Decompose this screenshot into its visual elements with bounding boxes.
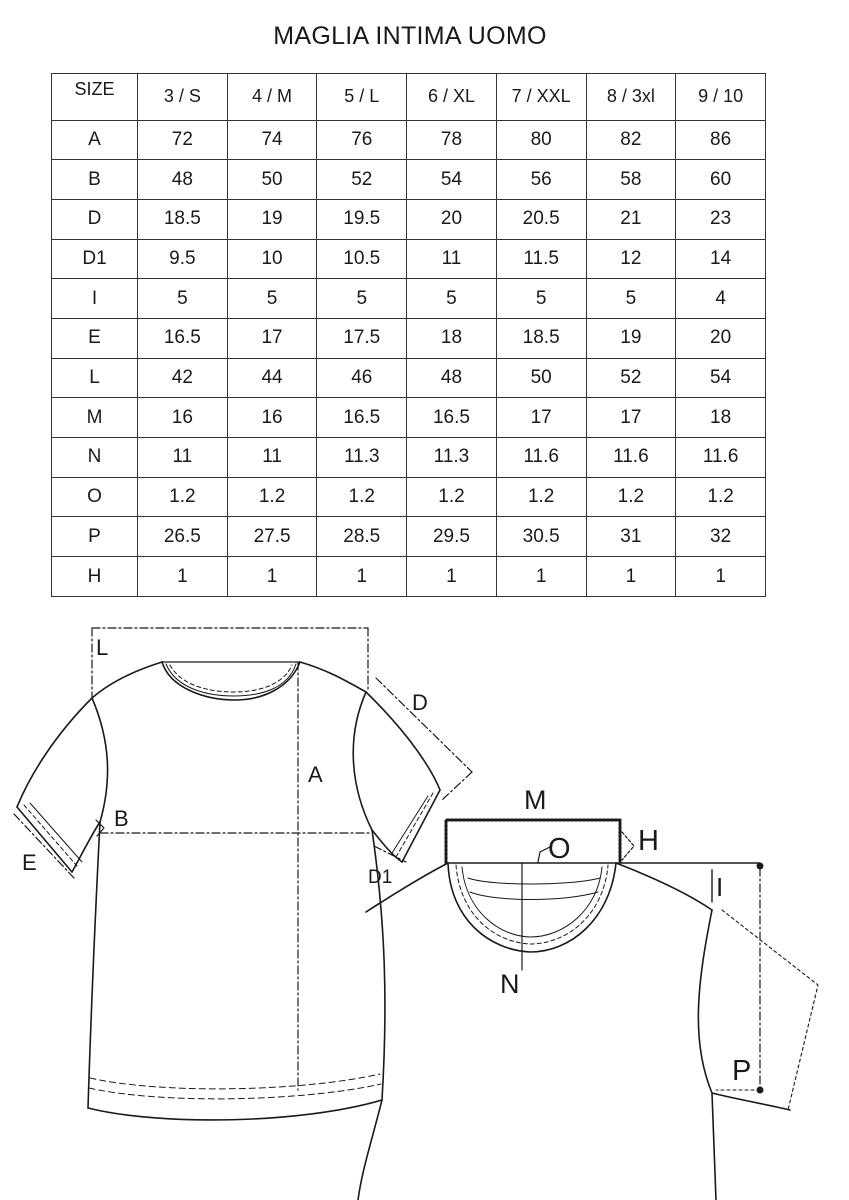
header-size-column: 7 / XXL	[496, 74, 586, 121]
table-cell: 54	[676, 358, 766, 398]
table-cell: 76	[317, 120, 407, 160]
header-size-column: 6 / XL	[407, 74, 497, 121]
row-measure-label: O	[52, 477, 138, 517]
table-cell: 1.2	[407, 477, 497, 517]
table-cell: 11	[138, 438, 228, 478]
header-size-column: 4 / M	[227, 74, 317, 121]
table-header-row	[52, 74, 766, 121]
table-cell: 60	[676, 160, 766, 200]
table-cell: 1.2	[586, 477, 676, 517]
table-cell: 28.5	[317, 517, 407, 557]
table-cell: 19	[227, 199, 317, 239]
table-cell: 20.5	[496, 199, 586, 239]
row-measure-label: P	[52, 517, 138, 557]
page-title: MAGLIA INTIMA UOMO	[273, 22, 547, 50]
table-cell: 11.6	[496, 438, 586, 478]
label-M: M	[524, 785, 547, 815]
table-cell: 80	[496, 120, 586, 160]
table-cell: 16	[138, 398, 228, 438]
table-cell: 1	[227, 557, 317, 597]
header-size-column: 3 / S	[138, 74, 228, 121]
table-row	[52, 239, 766, 279]
table-cell: 17	[586, 398, 676, 438]
label-H: H	[638, 825, 659, 857]
table-cell: 27.5	[227, 517, 317, 557]
table-cell: 30.5	[496, 517, 586, 557]
table-cell: 1.2	[138, 477, 228, 517]
table-cell: 20	[407, 199, 497, 239]
table-cell: 1	[317, 557, 407, 597]
table-cell: 5	[317, 279, 407, 319]
label-L: L	[96, 635, 109, 660]
table-cell: 12	[586, 239, 676, 279]
table-cell: 11.3	[317, 438, 407, 478]
table-cell: 5	[227, 279, 317, 319]
table-cell: 5	[496, 279, 586, 319]
header-size-label: SIZE	[52, 74, 138, 121]
table-cell: 11.6	[586, 438, 676, 478]
table-cell: 20	[676, 319, 766, 359]
label-D: D	[412, 690, 428, 715]
row-measure-label: E	[52, 319, 138, 359]
table-row	[52, 120, 766, 160]
table-cell: 42	[138, 358, 228, 398]
table-cell: 32	[676, 517, 766, 557]
table-cell: 19.5	[317, 199, 407, 239]
table-cell: 46	[317, 358, 407, 398]
table-cell: 10.5	[317, 239, 407, 279]
table-cell: 1	[138, 557, 228, 597]
size-chart-table	[51, 73, 766, 597]
table-cell: 54	[407, 160, 497, 200]
table-cell: 11	[227, 438, 317, 478]
row-measure-label: H	[52, 557, 138, 597]
label-N: N	[500, 969, 520, 999]
table-cell: 1.2	[317, 477, 407, 517]
table-cell: 74	[227, 120, 317, 160]
table-cell: 1.2	[227, 477, 317, 517]
tshirt-measurement-diagram	[0, 600, 849, 1200]
table-cell: 56	[496, 160, 586, 200]
label-O: O	[548, 833, 571, 865]
label-I: I	[716, 872, 724, 902]
label-D1: D1	[368, 867, 393, 888]
table-cell: 1.2	[676, 477, 766, 517]
table-cell: 1.2	[496, 477, 586, 517]
row-measure-label: N	[52, 438, 138, 478]
table-row	[52, 477, 766, 517]
table-cell: 17	[227, 319, 317, 359]
table-cell: 26.5	[138, 517, 228, 557]
table-cell: 48	[138, 160, 228, 200]
table-cell: 4	[676, 279, 766, 319]
table-row	[52, 517, 766, 557]
table-row	[52, 398, 766, 438]
table-cell: 11.5	[496, 239, 586, 279]
table-cell: 1	[676, 557, 766, 597]
table-cell: 18.5	[496, 319, 586, 359]
table-row	[52, 319, 766, 359]
table-cell: 82	[586, 120, 676, 160]
table-cell: 17.5	[317, 319, 407, 359]
table-cell: 21	[586, 199, 676, 239]
table-cell: 52	[317, 160, 407, 200]
row-measure-label: D1	[52, 239, 138, 279]
front-tshirt-outline	[17, 662, 440, 1200]
table-row	[52, 279, 766, 319]
table-cell: 14	[676, 239, 766, 279]
label-B: B	[114, 806, 129, 831]
label-E: E	[22, 850, 37, 875]
table-cell: 31	[586, 517, 676, 557]
table-cell: 1	[586, 557, 676, 597]
table-cell: 11.6	[676, 438, 766, 478]
table-cell: 50	[227, 160, 317, 200]
table-cell: 16.5	[407, 398, 497, 438]
table-cell: 5	[586, 279, 676, 319]
label-A: A	[308, 762, 323, 787]
header-size-column: 5 / L	[317, 74, 407, 121]
row-measure-label: M	[52, 398, 138, 438]
table-cell: 44	[227, 358, 317, 398]
row-measure-label: D	[52, 199, 138, 239]
table-cell: 11	[407, 239, 497, 279]
table-cell: 17	[496, 398, 586, 438]
header-size-column: 9 / 10	[676, 74, 766, 121]
table-row	[52, 160, 766, 200]
table-cell: 23	[676, 199, 766, 239]
table-cell: 72	[138, 120, 228, 160]
table-cell: 18	[676, 398, 766, 438]
table-row	[52, 557, 766, 597]
row-measure-label: L	[52, 358, 138, 398]
table-cell: 5	[407, 279, 497, 319]
table-cell: 48	[407, 358, 497, 398]
table-cell: 50	[496, 358, 586, 398]
table-cell: 29.5	[407, 517, 497, 557]
table-cell: 18	[407, 319, 497, 359]
table-cell: 9.5	[138, 239, 228, 279]
table-cell: 19	[586, 319, 676, 359]
table-cell: 52	[586, 358, 676, 398]
table-cell: 86	[676, 120, 766, 160]
table-cell: 16.5	[317, 398, 407, 438]
table-cell: 78	[407, 120, 497, 160]
table-row	[52, 358, 766, 398]
header-size-column: 8 / 3xl	[586, 74, 676, 121]
table-row	[52, 199, 766, 239]
label-P: P	[732, 1055, 752, 1087]
row-measure-label: I	[52, 279, 138, 319]
table-cell: 10	[227, 239, 317, 279]
table-cell: 16	[227, 398, 317, 438]
table-cell: 18.5	[138, 199, 228, 239]
table-cell: 16.5	[138, 319, 228, 359]
table-row	[52, 438, 766, 478]
row-measure-label: A	[52, 120, 138, 160]
table-cell: 5	[138, 279, 228, 319]
table-cell: 1	[496, 557, 586, 597]
table-cell: 58	[586, 160, 676, 200]
table-cell: 1	[407, 557, 497, 597]
row-measure-label: B	[52, 160, 138, 200]
table-cell: 11.3	[407, 438, 497, 478]
